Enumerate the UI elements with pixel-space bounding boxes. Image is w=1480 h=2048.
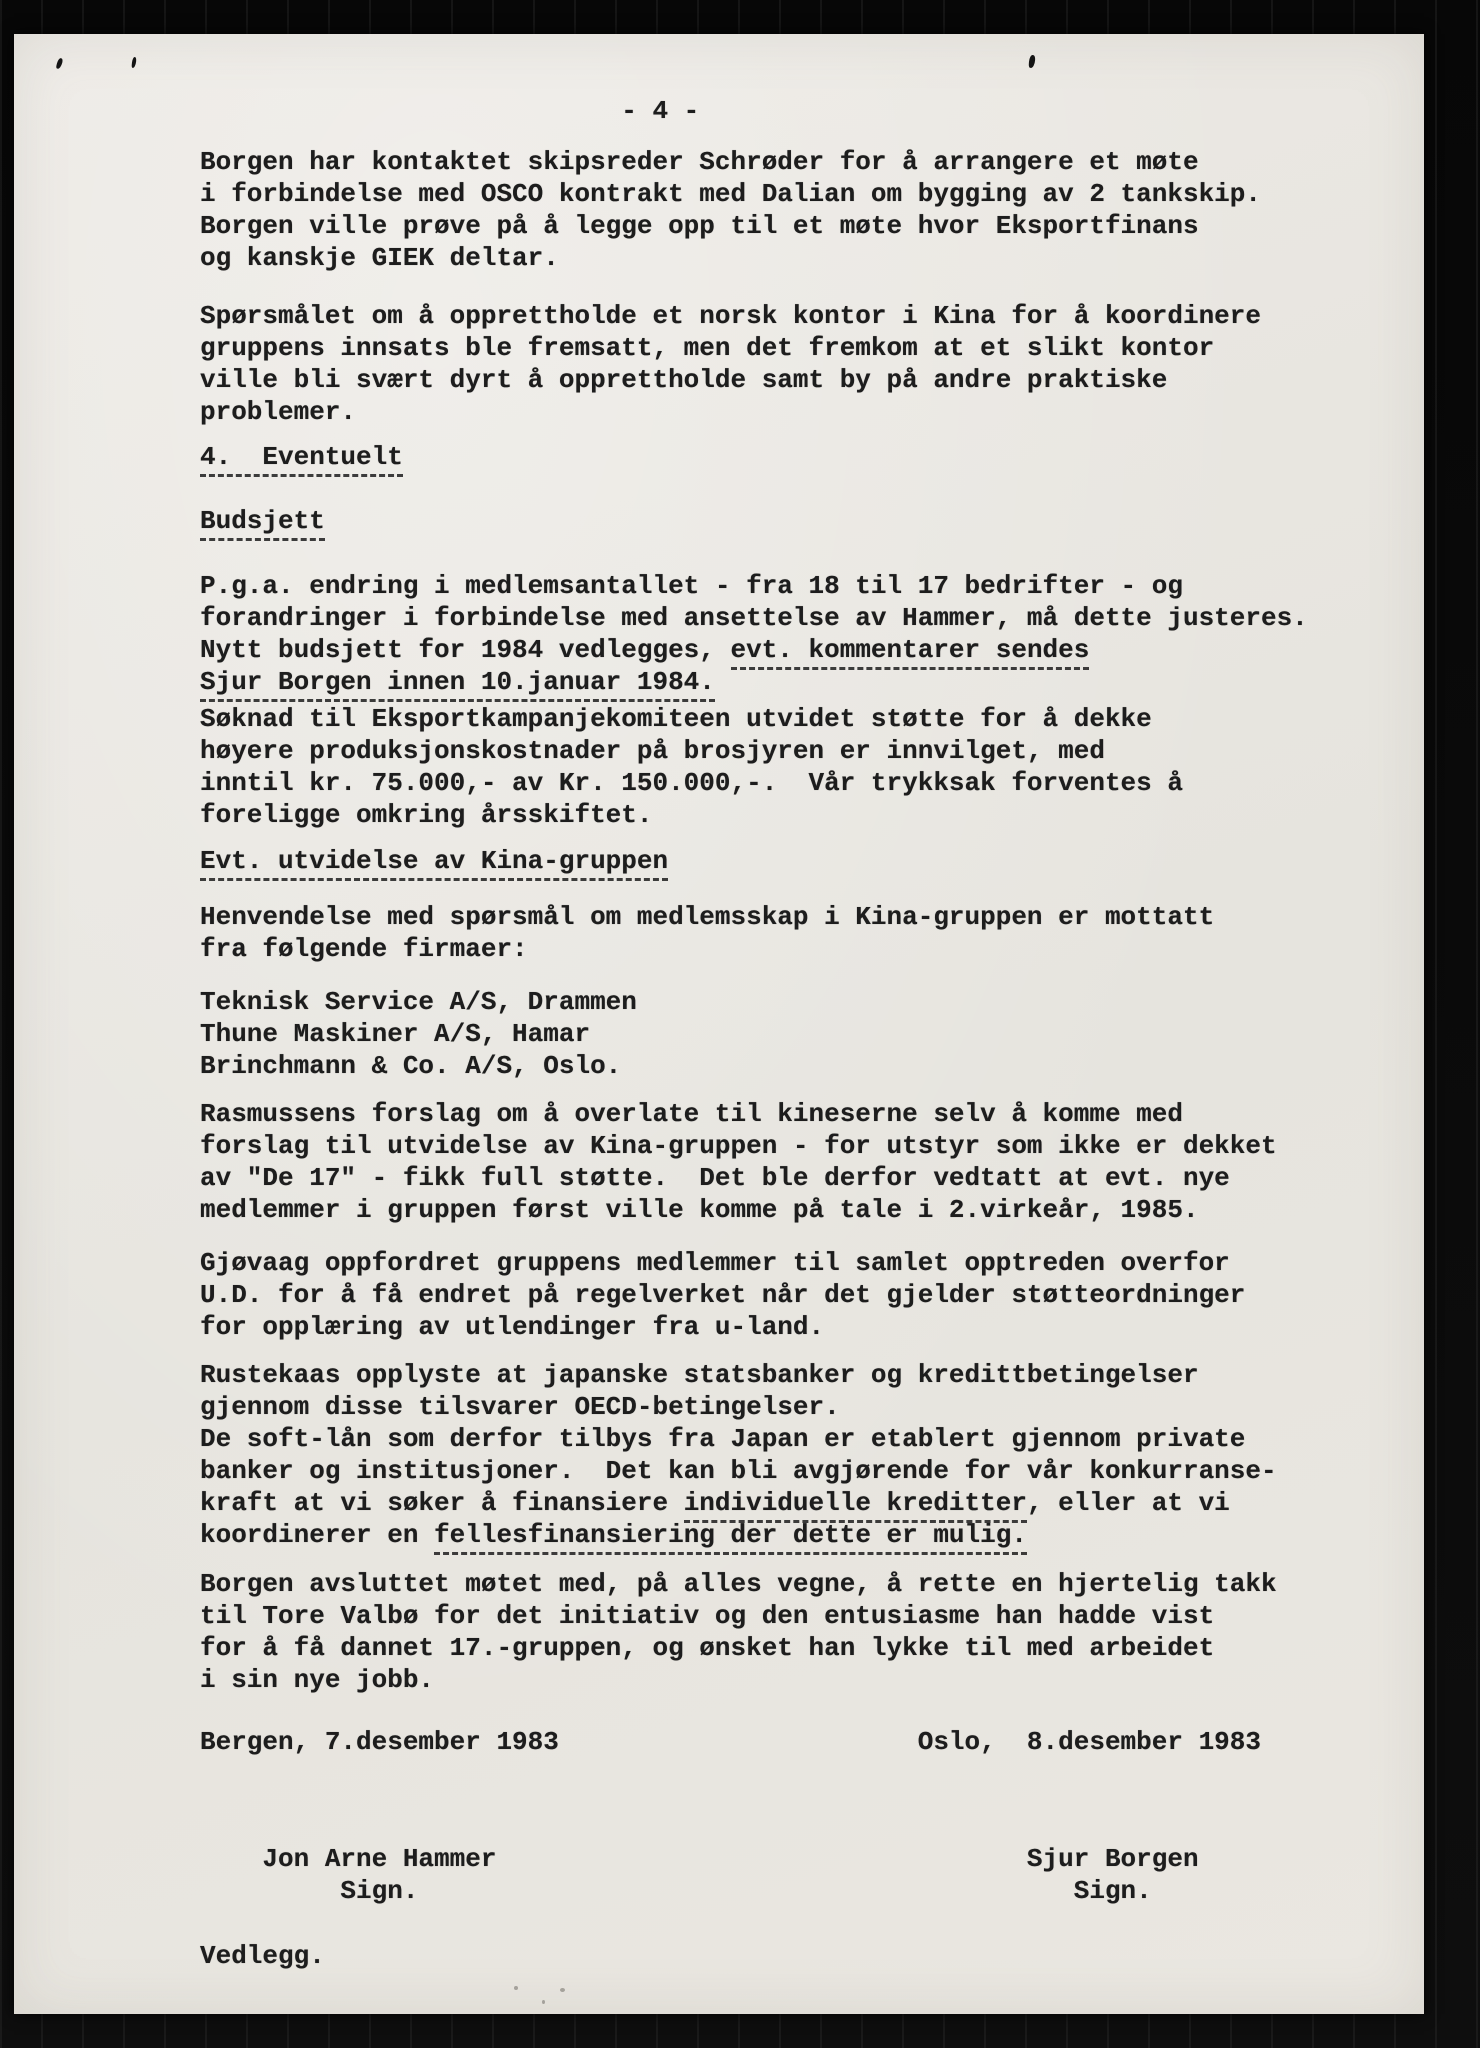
list-firmaer [200,986,637,1082]
text-segment: Brinchmann & Co. A/S, Oslo. [200,1051,622,1081]
text-line [200,1632,1277,1664]
text-segment: problemer. [200,397,357,427]
text-segment: Bergen, 7.desember 1983 Oslo, 8.desember 1983 [200,1727,1261,1757]
pencil-mark [514,1986,518,1990]
text-line [200,1875,1199,1907]
text-line [200,146,1261,178]
text-line [200,1359,1277,1391]
text-line [200,1600,1277,1632]
text-segment: Vedlegg. [200,1941,325,1971]
text-segment: for opplæring av utlendinger fra u-land. [200,1312,825,1342]
text-segment: banker og institusjoner. Det kan bli avgjørende for vår konkurranse- [200,1456,1277,1486]
text-segment: i forbindelse med OSCO kontrakt med Dalian om bygging av 2 tankskip. [200,179,1261,209]
text-segment: fra følgende firmaer: [200,934,528,964]
text-segment: medlemmer i gruppen først ville komme på tale i 2.virkeår, 1985. [200,1195,1199,1225]
text-line [200,602,1308,634]
text-segment: foreligge omkring årsskiftet. [200,800,653,830]
ink-speck-icon [1029,55,1036,68]
text-segment: i sin nye jobb. [200,1665,435,1695]
text-line [200,396,1261,428]
text-line [200,570,1308,602]
text-line [200,845,668,877]
text-line [200,1162,1277,1194]
text-line [200,1487,1277,1519]
para-rustekaas [200,1359,1277,1551]
text-segment: U.D. for å få endret på regelverket når det gjelder støtteordninger [200,1280,1246,1310]
text-segment: Borgen har kontaktet skipsreder Schrøder for å arrangere et møte [200,147,1199,177]
text-segment: Spørsmålet om å opprettholde et norsk kontor i Kina for å koordinere [200,301,1261,331]
text-line [200,242,1261,274]
text-segment: Nytt budsjett for 1984 vedlegges, [200,635,731,665]
text-segment: Thune Maskiner A/S, Hamar [200,1019,591,1049]
text-line [200,1568,1277,1600]
pencil-mark [560,1988,565,1992]
para-borgen-schroder [200,146,1261,274]
text-segment: gruppens innsats ble fremsatt, men det fremkom at et slikt kontor [200,333,1215,363]
text-segment: , eller at vi [1026,1488,1230,1518]
text-segment: - 4 - [200,96,700,126]
text-line [200,1018,637,1050]
text-line [200,95,699,127]
text-line [200,1726,1261,1758]
underlined-text: Sjur Borgen innen 10.januar 1984. [200,667,715,702]
text-segment: Henvendelse med spørsmål om medlemsskap i Kina-gruppen er mottatt [200,902,1215,932]
para-gjovaag [200,1247,1245,1343]
para-sporsmalet [200,300,1261,428]
underlined-text: 4. Eventuelt [200,442,403,477]
ink-speck-icon [56,58,64,70]
para-budsjett-endring [200,570,1308,698]
text-segment: av "De 17" - fikk full støtte. Det ble derfor vedtatt at evt. nye [200,1163,1230,1193]
line-datoer [200,1726,1261,1758]
text-segment: forandringer i forbindelse med ansettelse av Hammer, må dette justeres. [200,603,1308,633]
text-segment: forslag til utvidelse av Kina-gruppen - for utstyr som ikke er dekket [200,1131,1277,1161]
text-segment: Gjøvaag oppfordret gruppens medlemmer til samlet opptreden overfor [200,1248,1230,1278]
text-line [200,332,1261,364]
text-segment: Rasmussens forslag om å overlate til kineserne selv å komme med [200,1099,1183,1129]
text-line [200,1391,1277,1423]
text-line [200,441,403,473]
signatures [200,1843,1199,1907]
text-line [200,799,1183,831]
text-segment: til Tore Valbø for det initiativ og den entusiasme han hadde vist [200,1601,1215,1631]
text-line [200,364,1261,396]
text-line [200,1098,1277,1130]
underlined-text: fellesfinansiering der dette er mulig. [434,1520,1027,1555]
text-segment: for å få dannet 17.-gruppen, og ønsket han lykke til med arbeidet [200,1633,1215,1663]
text-line [200,1843,1199,1875]
text-segment: gjennom disse tilsvarer OECD-betingelser. [200,1392,840,1422]
text-line [200,1130,1277,1162]
heading-eventuelt [200,441,403,473]
text-line [200,178,1261,210]
text-segment: koordinerer en [200,1520,435,1550]
heading-utvidelse [200,845,668,877]
text-line [200,666,1308,698]
pencil-mark [542,2000,545,2004]
text-line [200,703,1183,735]
heading-budsjett [200,505,325,537]
text-line [200,1050,637,1082]
text-line [200,1247,1245,1279]
text-line [200,735,1183,767]
text-line [200,300,1261,332]
text-segment: Teknisk Service A/S, Drammen [200,987,637,1017]
text-line [200,1455,1277,1487]
underlined-text: individuelle kreditter [684,1488,1027,1523]
text-segment: Borgen ville prøve på å legge opp til et møte hvor Eksportfinans [200,211,1199,241]
text-segment: og kanskje GIEK deltar. [200,243,559,273]
underlined-text: Evt. utvidelse av Kina-gruppen [200,846,668,881]
text-line [200,210,1261,242]
text-line [200,634,1308,666]
text-line [200,1423,1277,1455]
para-rasmussens [200,1098,1277,1226]
text-line [200,1311,1245,1343]
para-soknad [200,703,1183,831]
text-line [200,1279,1245,1311]
text-segment: Jon Arne Hammer Sjur Borgen [200,1844,1199,1874]
line-vedlegg [200,1940,325,1972]
text-line [200,1519,1277,1551]
text-segment: kraft at vi søker å finansiere [200,1488,684,1518]
text-line [200,1664,1277,1696]
text-line [200,1940,325,1972]
text-line [200,505,325,537]
text-segment: Borgen avsluttet møtet med, på alles vegne, å rette en hjertelig takk [200,1569,1277,1599]
ink-speck-icon [131,57,136,68]
page-number [200,95,699,127]
underlined-text: Budsjett [200,506,325,541]
text-segment: De soft-lån som derfor tilbys fra Japan er etablert gjennom private [200,1424,1246,1454]
text-segment: Søknad til Eksportkampanjekomiteen utvidet støtte for å dekke [200,704,1152,734]
document-page [14,34,1424,2014]
text-segment: P.g.a. endring i medlemsantallet - fra 18 til 17 bedrifter - og [200,571,1183,601]
text-line [200,1194,1277,1226]
text-segment: Sign. Sign. [200,1876,1152,1906]
text-segment: Rustekaas opplyste at japanske statsbanker og kredittbetingelser [200,1360,1199,1390]
para-avslutning [200,1568,1277,1696]
text-line [200,986,637,1018]
text-segment: høyere produksjonskostnader på brosjyren er innvilget, med [200,736,1105,766]
text-segment: ville bli svært dyrt å opprettholde samt by på andre praktiske [200,365,1168,395]
para-henvendelse [200,901,1214,965]
text-line [200,901,1214,933]
text-segment: inntil kr. 75.000,- av Kr. 150.000,-. Vår trykksak forventes å [200,768,1183,798]
text-line [200,933,1214,965]
text-line [200,767,1183,799]
underlined-text: evt. kommentarer sendes [731,635,1090,670]
